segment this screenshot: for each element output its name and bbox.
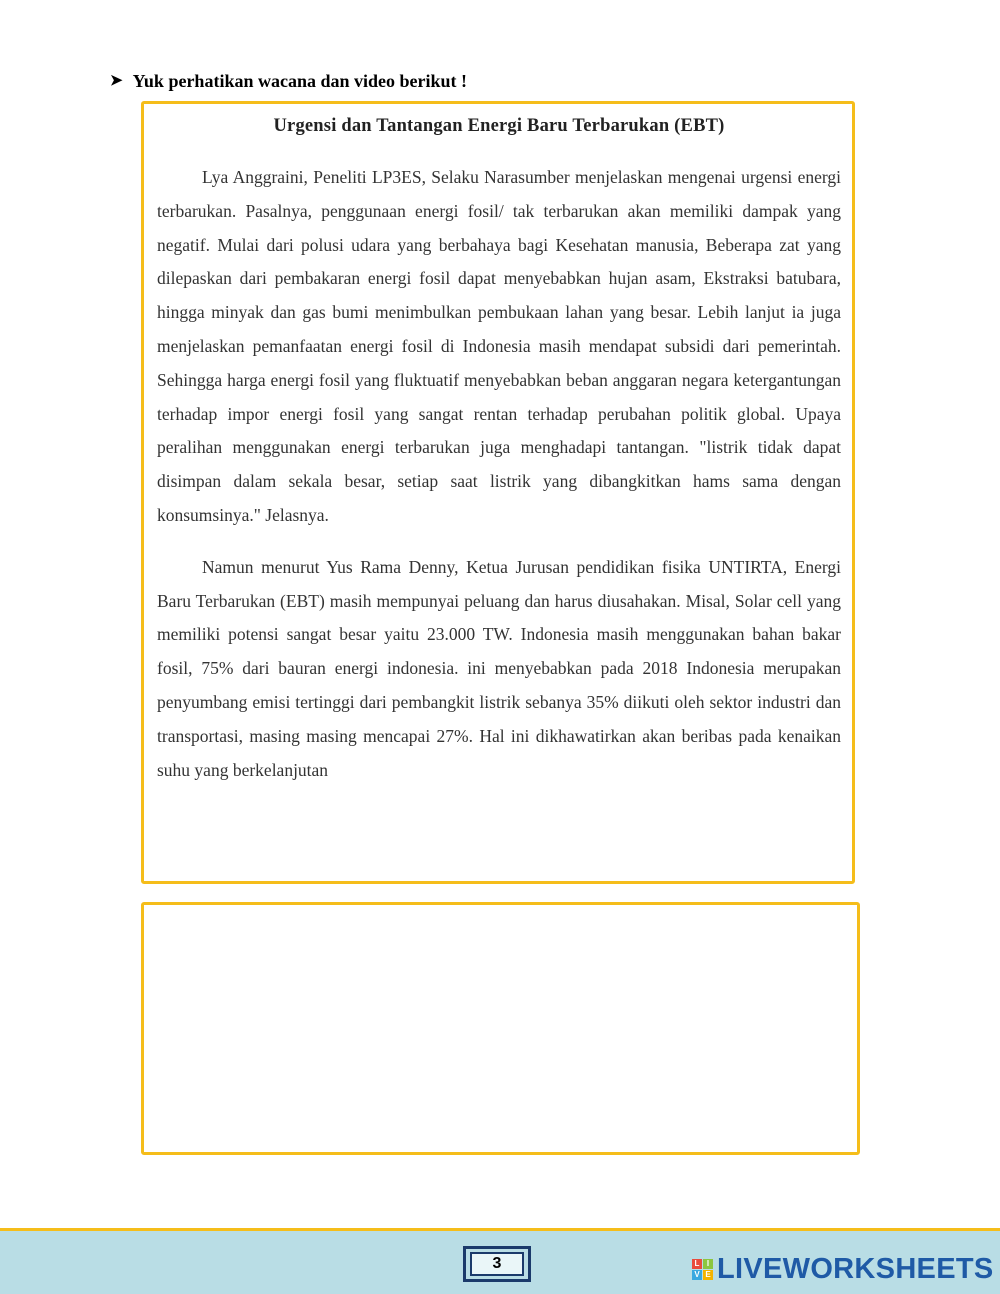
- instruction-text: Yuk perhatikan wacana dan video berikut !: [132, 70, 467, 91]
- arrow-bullet-icon: ➤: [110, 72, 123, 89]
- video-embed-box[interactable]: [141, 902, 860, 1155]
- article-paragraph-1: Lya Anggraini, Peneliti LP3ES, Selaku Narasumber menjelaskan mengenai urgensi energi terbarukan. Pasalnya, penggunaan energi fosil/ tak terbarukan akan memiliki dampak yang negatif. Mulai dari polusi udara yang berbahaya bagi Kesehatan manusia, Beberapa zat yang dilepaskan dari pembakaran energi fosil dapat menyebabkan hujan asam, Ekstraksi batubara, hingga minyak dan gas bumi menimbulkan pembukaan lahan yang besar. Lebih lanjut ia juga menjelaskan pemanfaatan energi fosil di Indonesia masih mendapat subsidi dari pemerintah. Sehingga harga energi fosil yang fluktuatif menyebabkan beban anggaran negara ketergantungan terhadap impor energi fosil yang sangat rentan terhadap perubahan politik global. Upaya peralihan menggunakan energi terbarukan juga menghadapi tantangan. "listrik tidak dapat disimpan dalam sekala besar, setiap saat listrik yang dibangkitkan hams sama dengan konsumsinya." Jelasnya.: [157, 167, 841, 525]
- brand-name: LIVEWORKSHEETS: [717, 1252, 994, 1285]
- logo-letter-l: L: [692, 1259, 702, 1269]
- instruction-heading: [110, 68, 467, 94]
- liveworksheets-brand: [692, 1253, 994, 1285]
- article-title: Urgensi dan Tantangan Energi Baru Terbarukan (EBT): [273, 116, 725, 136]
- logo-letter-i: I: [703, 1259, 713, 1269]
- page-number-box: [463, 1246, 531, 1282]
- page-footer: [0, 1228, 1000, 1294]
- logo-letter-v: V: [692, 1270, 702, 1280]
- article-paragraph-2: Namun menurut Yus Rama Denny, Ketua Jurusan pendidikan fisika UNTIRTA, Energi Baru Terbarukan (EBT) masih mempunyai peluang dan harus diusahakan. Misal, Solar cell yang memiliki potensi sangat besar yaitu 23.000 TW. Indonesia masih menggunakan bahan bakar fosil, 75% dari bauran energi indonesia. ini menyebabkan pada 2018 Indonesia merupakan penyumbang emisi tertinggi dari pembangkit listrik sebanya 35% diikuti oleh sektor industri dan transportasi, masing masing mencapai 27%. Hal ini dikhawatirkan akan beribas pada kenaikan suhu yang berkelanjutan: [157, 556, 841, 780]
- reading-passage-box: [141, 101, 855, 884]
- page-number: 3: [470, 1252, 524, 1276]
- logo-letter-e: E: [703, 1270, 713, 1280]
- liveworksheets-logo-icon: [692, 1259, 713, 1280]
